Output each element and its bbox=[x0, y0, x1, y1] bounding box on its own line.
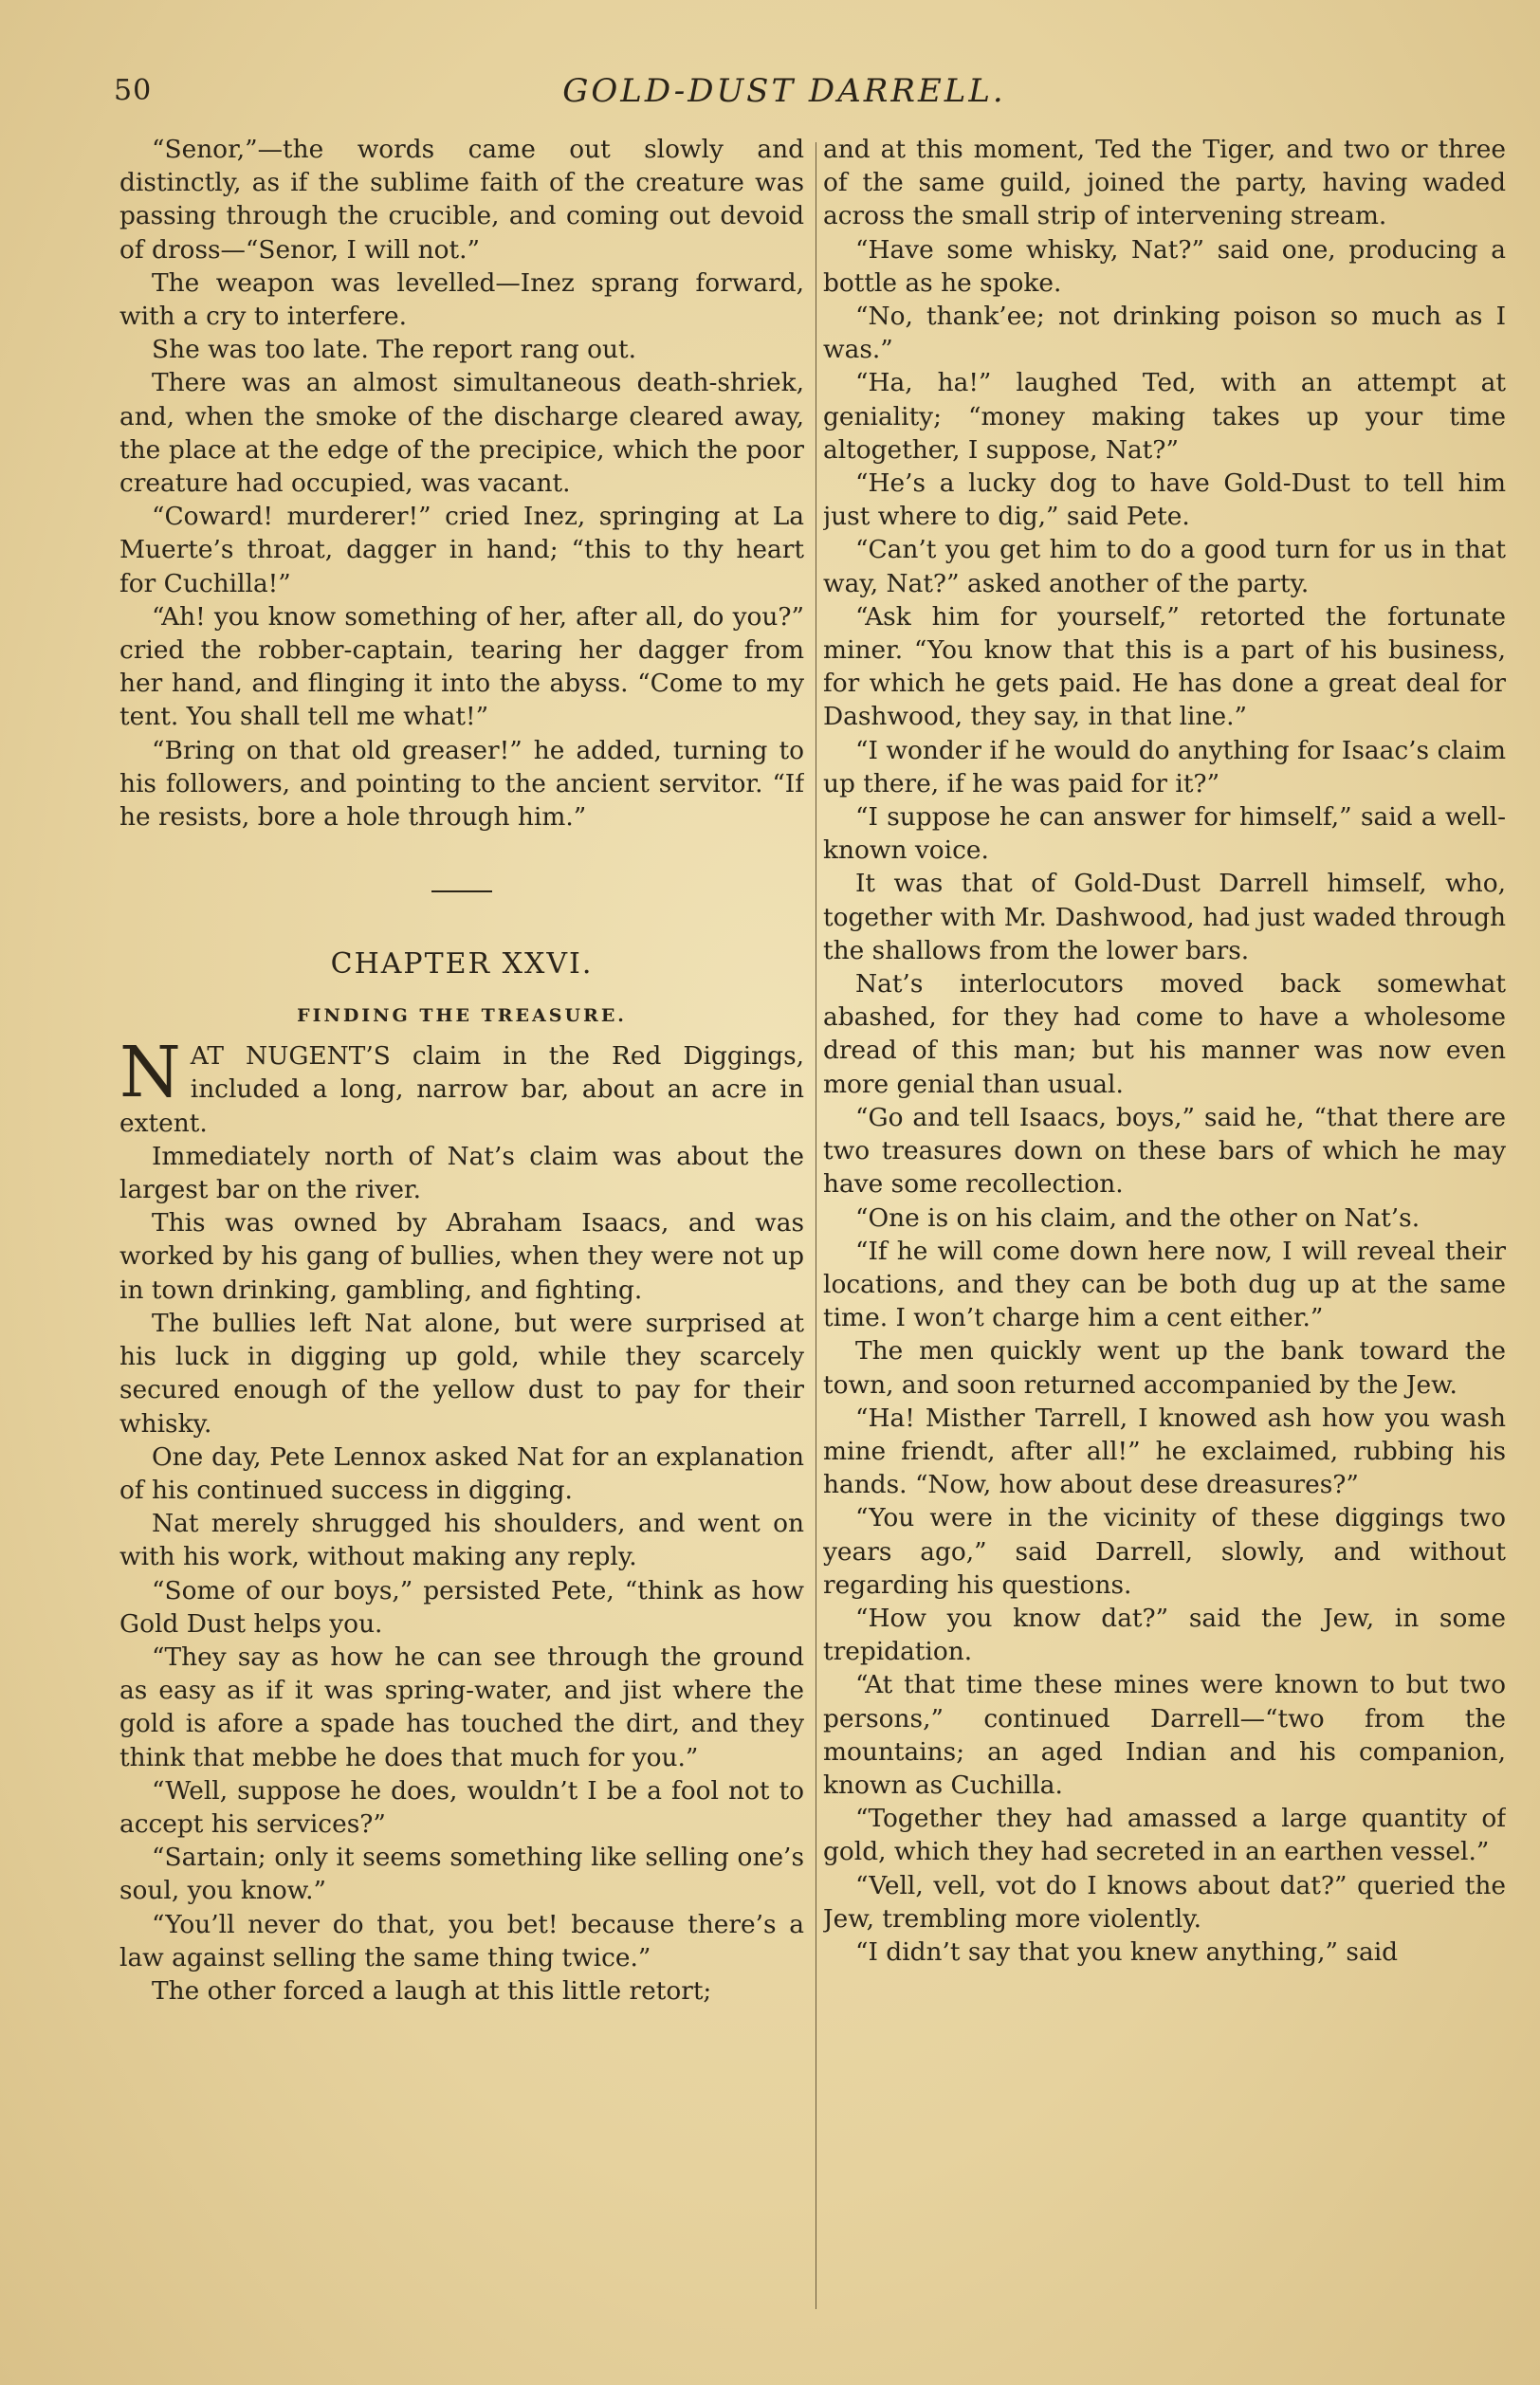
paragraph: and at this moment, Ted the Tiger, and two or three of the same guild, joined the party, having waded across the small strip of intervening stream. bbox=[823, 135, 1506, 231]
page-number: 50 bbox=[114, 74, 153, 107]
paragraph: “No, thank’ee; not drinking poison so much as I was.” bbox=[823, 302, 1506, 365]
paragraph: The weapon was levelled—Inez sprang forward, with a cry to interfere. bbox=[119, 267, 804, 332]
paragraph: “Senor,”—the words came out slowly and distinctly, as if the sublime faith of the creature was passing through the crucible, and coming out devoid of dross—“Senor, I will not.” bbox=[119, 135, 804, 265]
opening-text: AT NUGENT’S claim in the Red Diggings, included a long, narrow bar, about an acre in extent. bbox=[119, 1041, 804, 1138]
paragraph: “If he will come down here now, I will reveal their locations, and they can be both dug up at the same time. I won’t charge him a cent either.” bbox=[823, 1236, 1506, 1333]
paragraph: “Ah! you know something of her, after all, do you?” cried the robber-captain, tearing her dagger from her hand, and flinging it into the abyss. “Come to my tent. You shall tell me what!” bbox=[119, 601, 804, 732]
chapter-opening-paragraph bbox=[119, 1032, 804, 1140]
paragraph: “Coward! murderer!” cried Inez, springing at La Muerte’s throat, dagger in hand; “this to thy heart for Cuchilla!” bbox=[119, 502, 804, 598]
paragraph: “One is on his claim, and the other on Nat’s. bbox=[855, 1202, 1421, 1233]
paragraph: It was that of Gold-Dust Darrell himself, who, together with Mr. Dashwood, had just waded through the shallows from the lower bars. bbox=[823, 869, 1506, 965]
paragraph: “Ha, ha!” laughed Ted, with an attempt at geniality; “money making takes up your time altogether, I suppose, Nat?” bbox=[823, 368, 1506, 465]
paragraph: The other forced a laugh at this little retort; bbox=[152, 1975, 712, 2006]
paragraph: The bullies left Nat alone, but were surprised at his luck in digging up gold, while they scarcely secured enough of the yellow dust to pay for their whisky. bbox=[119, 1308, 804, 1439]
paragraph: “Ha! Misther Tarrell, I knowed ash how you wash mine friendt, after all!” he exclaimed, rubbing his hands. “Now, how about dese dreasures?” bbox=[823, 1403, 1506, 1500]
paragraph: “Bring on that old greaser!” he added, turning to his followers, and pointing to the ancient servitor. “If he resists, bore a hole through him.” bbox=[119, 735, 804, 833]
chapter-title: CHAPTER XXVI. bbox=[330, 947, 594, 982]
chapter-subtitle: FINDING THE TREASURE. bbox=[297, 1005, 627, 1027]
drop-cap: N bbox=[119, 1032, 181, 1114]
paragraph: “You’ll never do that, you bet! because there’s a law against selling the same thing twice.” bbox=[119, 1909, 804, 1972]
paragraph: Nat’s interlocutors moved back somewhat abashed, for they had come to have a wholesome dread of this man; but his manner was now even more genial than usual. bbox=[823, 969, 1506, 1099]
paragraph: “Well, suppose he does, wouldn’t I be a fool not to accept his services?” bbox=[119, 1775, 804, 1839]
paragraph: “Ask him for yourself,” retorted the fortunate miner. “You know that this is a part of his business, for which he gets paid. He has done a great deal for Dashwood, they say, in that line.” bbox=[823, 601, 1506, 732]
paragraph: “Some of our boys,” persisted Pete, “think as how Gold Dust helps you. bbox=[119, 1575, 804, 1639]
running-title: GOLD-DUST DARRELL. bbox=[562, 72, 1006, 110]
paragraph: “Have some whisky, Nat?” said one, producing a bottle as he spoke. bbox=[823, 234, 1506, 298]
paragraph: “I didn’t say that you knew anything,” said bbox=[855, 1936, 1399, 1967]
paragraph: “You were in the vicinity of these diggings two years ago,” said Darrell, slowly, and without regarding his questions. bbox=[823, 1503, 1506, 1600]
page-header bbox=[114, 66, 1455, 123]
paragraph: “Sartain; only it seems something like selling one’s soul, you know.” bbox=[119, 1843, 804, 1906]
paragraph: Immediately north of Nat’s claim was about the largest bar on the river. bbox=[119, 1141, 804, 1205]
paragraph: “Go and tell Isaacs, boys,” said he, “that there are two treasures down on these bars of which he may have some recollection. bbox=[823, 1102, 1506, 1200]
paragraph: She was too late. The report rang out. bbox=[152, 335, 637, 365]
paragraph: “I wonder if he would do anything for Isaac’s claim up there, if he was paid for it?” bbox=[823, 735, 1506, 798]
paragraph: “He’s a lucky dog to have Gold-Dust to tell him just where to dig,” said Pete. bbox=[823, 468, 1506, 532]
paragraph: “Can’t you get him to do a good turn for us in that way, Nat?” asked another of the party. bbox=[823, 535, 1506, 598]
paragraph: One day, Pete Lennox asked Nat for an explanation of his continued success in digging. bbox=[119, 1441, 804, 1505]
paragraph: “Vell, vell, vot do I knows about dat?” queried the Jew, trembling more violently. bbox=[823, 1870, 1506, 1934]
paragraph: “They say as how he can see through the ground as easy as if it was spring-water, and jist where the gold is afore a spade has touched the dirt, and they think that mebbe he does that much for you.” bbox=[119, 1642, 804, 1772]
paragraph: “How you know dat?” said the Jew, in some trepidation. bbox=[823, 1603, 1506, 1667]
chapter-divider bbox=[431, 890, 492, 892]
paragraph: “At that time these mines were known to but two persons,” continued Darrell—“two from the mountains; an aged Indian and his companion, known as Cuchilla. bbox=[823, 1670, 1506, 1800]
left-column bbox=[119, 133, 804, 2328]
paragraph: There was an almost simultaneous death-shriek, and, when the smoke of the discharge cleared away, the place at the edge of the precipice, which the poor creature had occupied, was vacant. bbox=[119, 368, 804, 499]
right-column bbox=[823, 133, 1506, 2328]
paragraph: Nat merely shrugged his shoulders, and went on with his work, without making any reply. bbox=[119, 1509, 804, 1572]
paragraph: This was owned by Abraham Isaacs, and was worked by his gang of bullies, when they were not up in town drinking, gambling, and fighting. bbox=[119, 1208, 804, 1305]
paragraph: “I suppose he can answer for himself,” said a well-known voice. bbox=[823, 802, 1506, 866]
paragraph: “Together they had amassed a large quantity of gold, which they had secreted in an earthen vessel.” bbox=[823, 1804, 1506, 1867]
paragraph: The men quickly went up the bank toward the town, and soon returned accompanied by the Jew. bbox=[823, 1336, 1506, 1400]
